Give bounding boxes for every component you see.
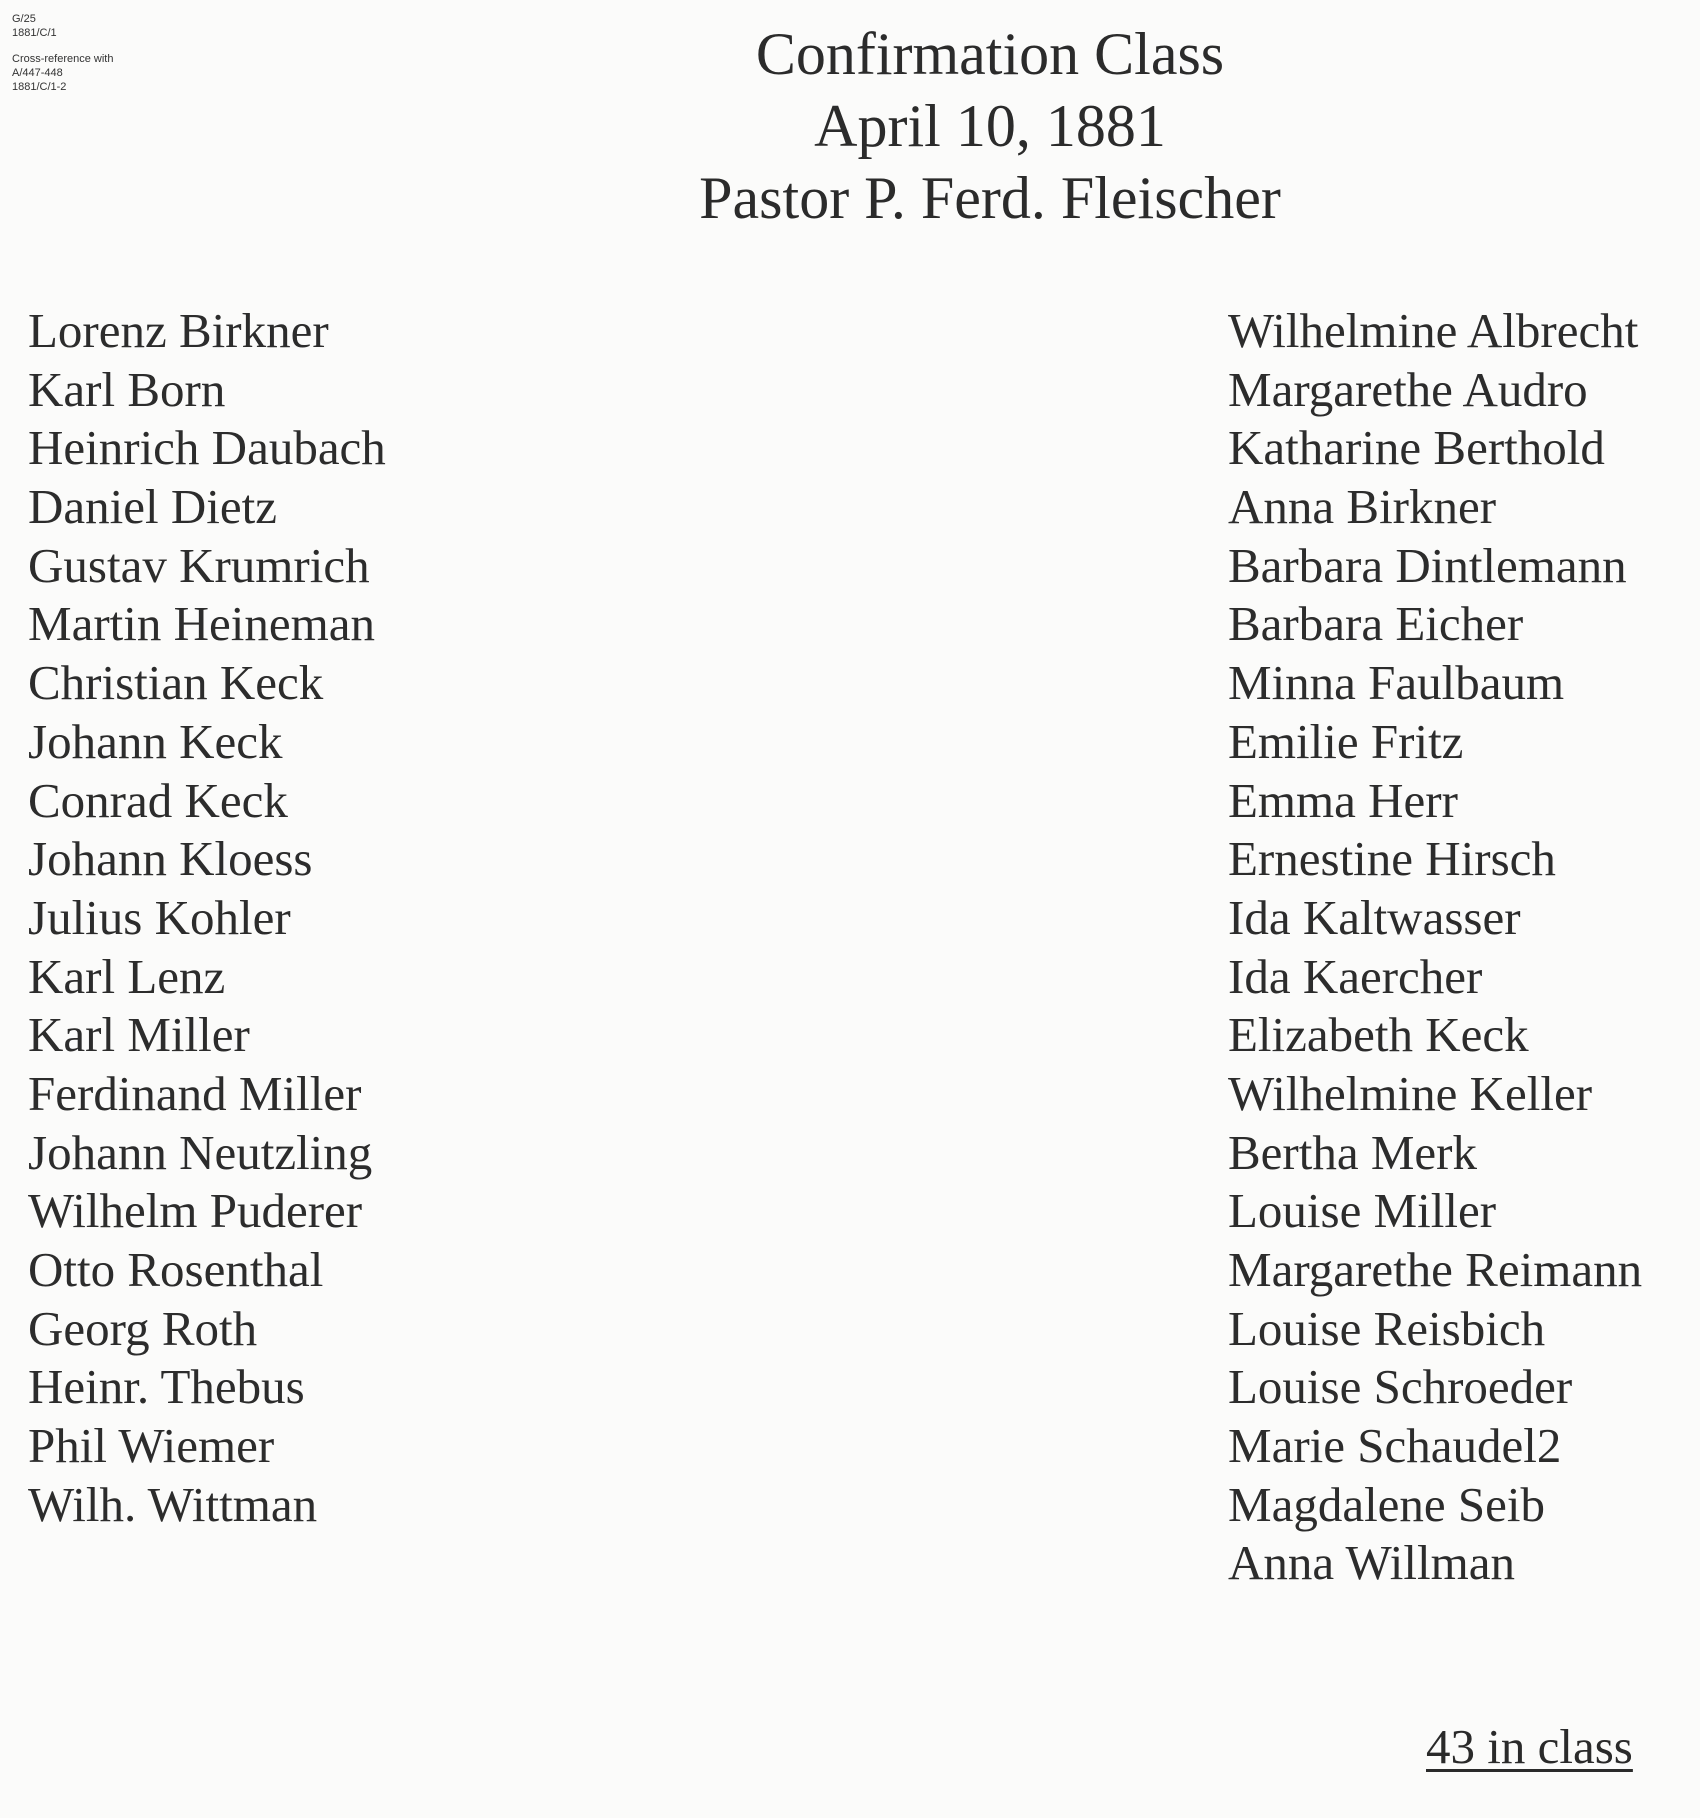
list-item: Ida Kaercher: [1228, 948, 1483, 1004]
list-item: Ferdinand Miller: [28, 1065, 362, 1121]
list-item: Karl Born: [28, 361, 226, 417]
boys-name-list: [28, 302, 386, 1534]
class-count-total: 43 in class: [1426, 1719, 1633, 1774]
list-item: Otto Rosenthal: [28, 1242, 324, 1297]
list-item: Elizabeth Keck: [1228, 1007, 1529, 1063]
cross-reference-label: Cross-reference with: [12, 53, 114, 65]
list-item: Barbara Eicher: [1228, 596, 1524, 652]
list-item: Heinrich Daubach: [28, 420, 386, 476]
list-item: Emilie Fritz: [1228, 713, 1464, 769]
list-item: Karl Miller: [28, 1007, 250, 1063]
list-item: Wilh. Wittman: [28, 1476, 318, 1532]
list-item: Louise Reisbich: [1228, 1300, 1546, 1356]
note-spacer: [12, 40, 113, 52]
cross-reference-year-code: 1881/C/1-2: [12, 81, 67, 93]
list-item: Bertha Merk: [1228, 1124, 1477, 1180]
archive-year-code: 1881/C/1: [12, 27, 57, 39]
list-item: Lorenz Birkner: [28, 303, 329, 358]
list-item: Wilhelmine Albrecht: [1228, 303, 1639, 358]
list-item: Marie Schaudel2: [1228, 1418, 1562, 1474]
list-item: Margarethe Reimann: [1228, 1242, 1643, 1297]
list-item: Johann Neutzling: [28, 1124, 373, 1180]
list-item: Wilhelm Puderer: [28, 1183, 363, 1239]
list-item: Ida Kaltwasser: [1228, 889, 1521, 945]
girls-name-list: [1228, 302, 1642, 1593]
list-item: Louise Miller: [1228, 1183, 1497, 1239]
list-item: Martin Heineman: [28, 596, 375, 652]
archive-reference-note: [12, 12, 113, 94]
list-item: Anna Willman: [1228, 1535, 1515, 1591]
document-title: Confirmation Class: [755, 21, 1225, 87]
list-item: Gustav Krumrich: [28, 537, 370, 593]
list-item: Conrad Keck: [28, 772, 288, 828]
list-item: Johann Keck: [28, 713, 283, 769]
list-item: Anna Birkner: [1228, 479, 1497, 535]
document-header: [600, 18, 1380, 234]
pastor-name: Pastor P. Ferd. Fleischer: [699, 165, 1281, 231]
list-item: Barbara Dintlemann: [1228, 537, 1627, 593]
list-item: Emma Herr: [1228, 772, 1458, 828]
list-item: Christian Keck: [28, 655, 324, 711]
list-item: Ernestine Hirsch: [1228, 831, 1556, 887]
archive-code: G/25: [12, 13, 36, 25]
list-item: Wilhelmine Keller: [1228, 1065, 1593, 1121]
list-item: Magdalene Seib: [1228, 1476, 1546, 1532]
list-item: Louise Schroeder: [1228, 1359, 1573, 1415]
list-item: Katharine Berthold: [1228, 420, 1605, 476]
list-item: Julius Kohler: [28, 889, 291, 945]
list-item: Johann Kloess: [28, 831, 313, 887]
cross-reference-code: A/447-448: [12, 67, 63, 79]
list-item: Georg Roth: [28, 1300, 258, 1356]
list-item: Karl Lenz: [28, 948, 226, 1004]
list-item: Minna Faulbaum: [1228, 655, 1565, 711]
list-item: Margarethe Audro: [1228, 361, 1588, 417]
list-item: Heinr. Thebus: [28, 1359, 305, 1415]
list-item: Phil Wiemer: [28, 1418, 275, 1474]
list-item: Daniel Dietz: [28, 479, 277, 535]
confirmation-date: April 10, 1881: [814, 93, 1166, 159]
